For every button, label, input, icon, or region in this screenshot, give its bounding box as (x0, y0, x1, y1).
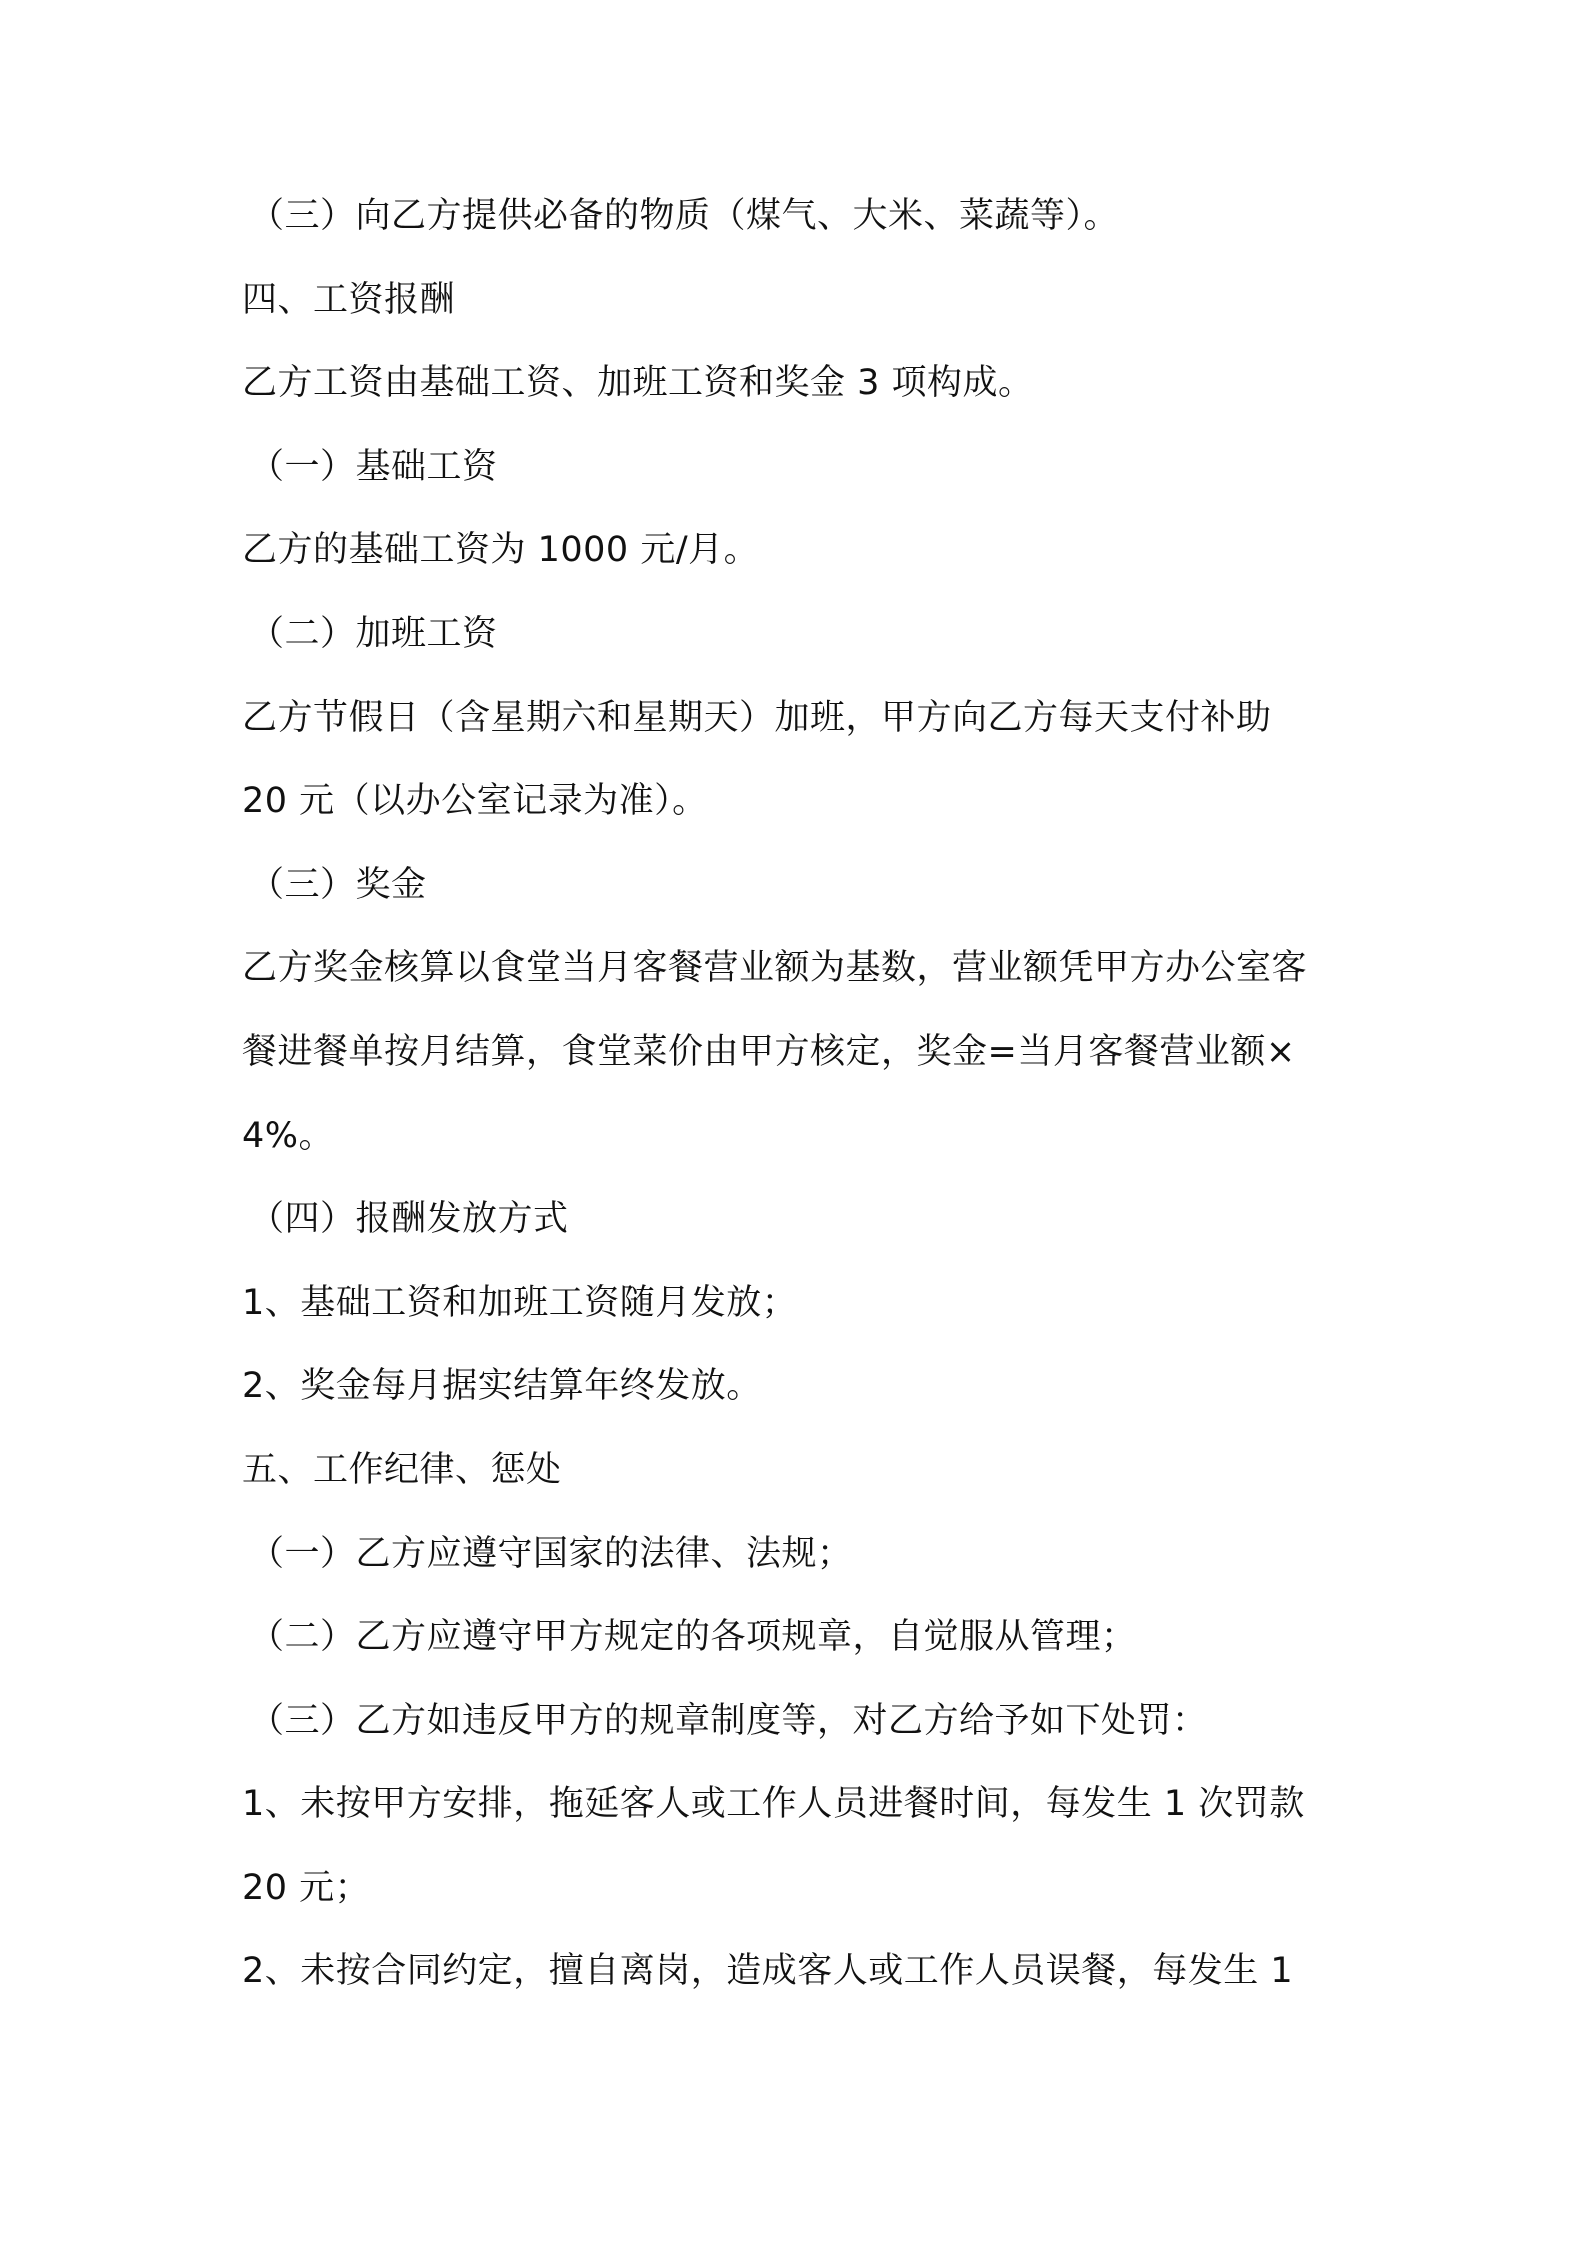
paragraph-line: 20 元； (242, 1867, 371, 1908)
section-heading: 四、工资报酬 (242, 279, 456, 320)
list-item: 2、未按合同约定，擅自离岗，造成客人或工作人员误餐，每发生 1 (242, 1951, 1294, 1992)
clause-line: （一）乙方应遵守国家的法律、法规； (249, 1533, 853, 1574)
subsection-heading: （一）基础工资 (249, 446, 498, 487)
subsection-heading: （二）加班工资 (249, 613, 498, 654)
subsection-heading: （三）奖金 (249, 864, 427, 905)
paragraph-line: 乙方节假日（含星期六和星期天）加班，甲方向乙方每天支付补助 (242, 697, 1272, 738)
paragraph-line: 乙方奖金核算以食堂当月客餐营业额为基数，营业额凭甲方办公室客 (242, 948, 1308, 989)
paragraph-line: 4%。 (242, 1115, 335, 1156)
subsection-heading: （四）报酬发放方式 (249, 1199, 569, 1240)
list-item: 1、基础工资和加班工资随月发放； (242, 1282, 798, 1323)
list-item: 2、奖金每月据实结算年终发放。 (242, 1366, 762, 1407)
document-body (242, 196, 1358, 2035)
paragraph-line: 餐进餐单按月结算，食堂菜价由甲方核定，奖金=当月客餐营业额× (242, 1031, 1296, 1072)
section-heading: 五、工作纪律、惩处 (242, 1449, 562, 1490)
clause-line: （二）乙方应遵守甲方规定的各项规章，自觉服从管理； (249, 1617, 1137, 1658)
paragraph-line: 20 元（以办公室记录为准）。 (242, 781, 708, 822)
list-item: 1、未按甲方安排，拖延客人或工作人员进餐时间，每发生 1 次罚款 (242, 1784, 1305, 1825)
clause-line: （三）向乙方提供必备的物质（煤气、大米、菜蔬等）。 (249, 196, 1120, 236)
clause-line: （三）乙方如违反甲方的规章制度等，对乙方给予如下处罚： (249, 1700, 1208, 1741)
paragraph-line: 乙方工资由基础工资、加班工资和奖金 3 项构成。 (242, 363, 1034, 404)
paragraph-line: 乙方的基础工资为 1000 元/月。 (242, 530, 760, 571)
